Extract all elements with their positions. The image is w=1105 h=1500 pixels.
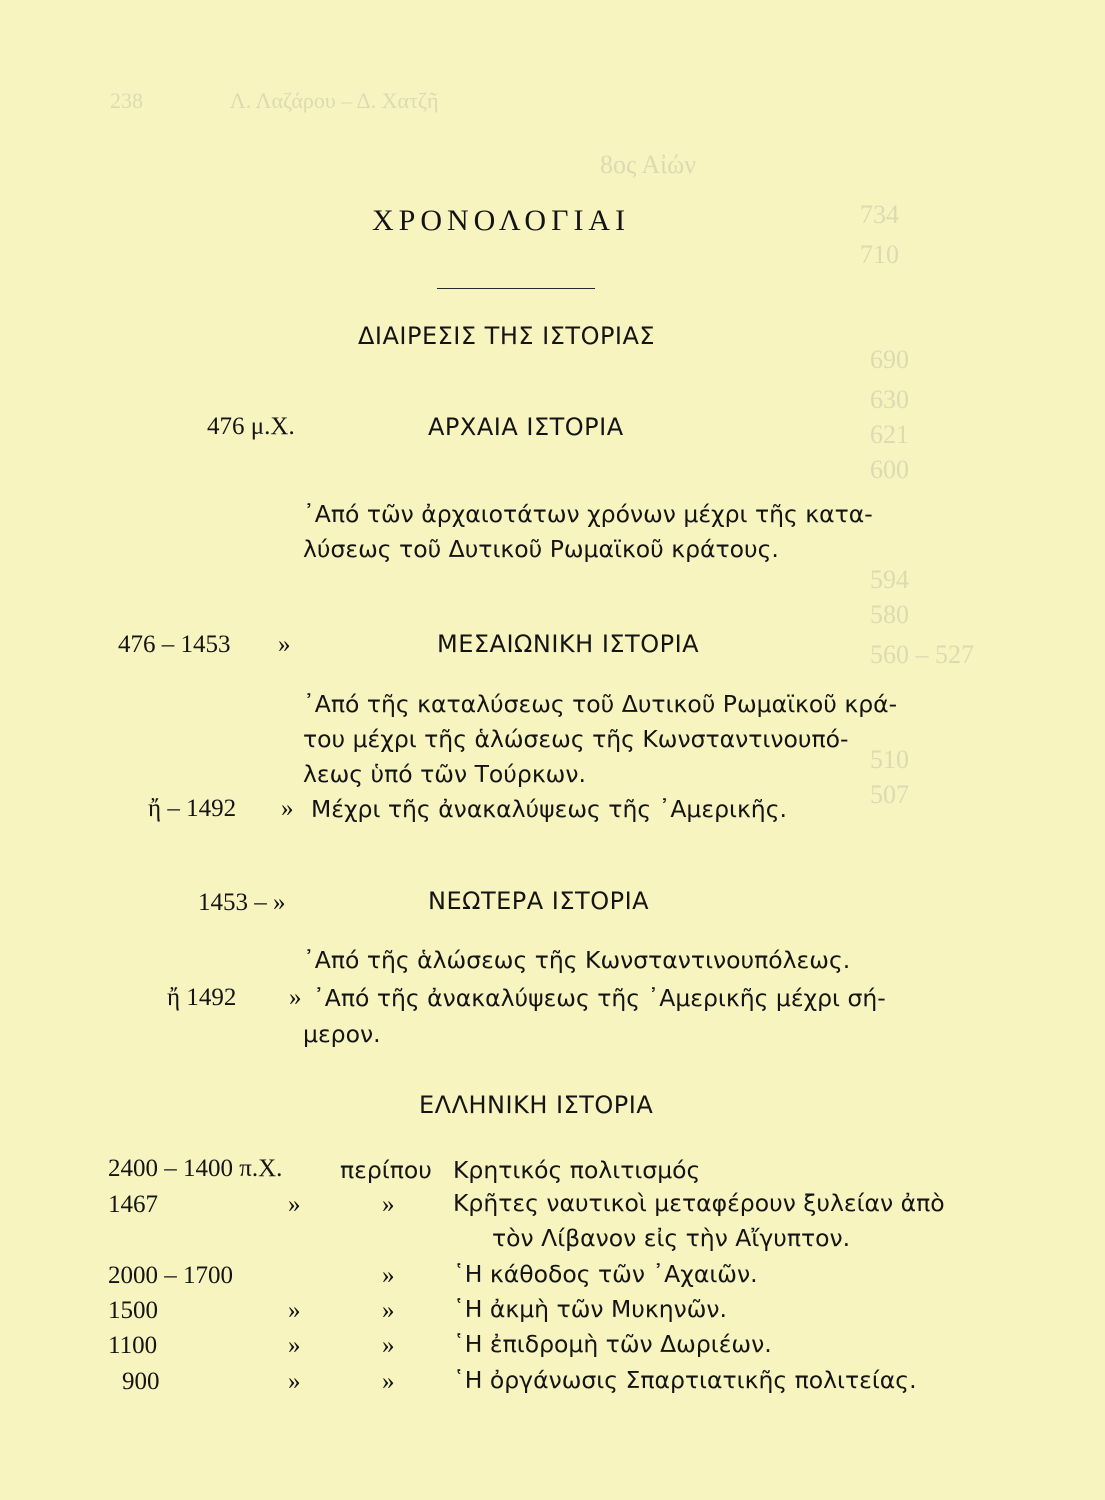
bleed-through-line: 600 [870,455,909,484]
bleed-through-line: 690 [870,345,909,374]
table-row-date: 1500 [108,1297,158,1324]
modern-alt-text-line: ᾿Από τῆς ἀνακαλύψεως τῆς ᾿Αμερικῆς μέχρι σή- [313,984,886,1012]
table-row-mark: » [382,1332,395,1359]
table-row-mark: » [382,1297,395,1324]
table-row-text: ῾Η κάθοδος τῶν ᾿Αχαιῶν. [453,1260,758,1288]
table-row-mark: περίπου [340,1156,432,1184]
bleed-through-line: 507 [870,780,909,809]
table-row-date: 2000 – 1700 [108,1262,233,1289]
table-row-mark: » [288,1332,301,1359]
bleed-through-line: 710 [860,240,899,269]
bleed-through-line: 734 [860,200,899,229]
table-row-date: 900 [122,1368,160,1395]
table-row-text: ῾Η ὀργάνωσις Σπαρτιατικῆς πολιτείας. [453,1366,917,1394]
table-row-date: 1100 [108,1332,158,1359]
greek-heading: ΕΛΛΗΝΙΚΗ ΙΣΤΟΡΙΑ [419,1091,654,1119]
table-row-mark: » [288,1368,301,1395]
bleed-through-line: 560 – 527 [870,640,974,669]
table-row-text: Κρῆτες ναυτικοὶ μεταφέρουν ξυλείαν ἀπὸ [453,1189,945,1217]
medieval-text-line: του μέχρι τῆς ἁλώσεως τῆς Κωνσταντινουπό- [303,725,849,753]
modern-heading: ΝΕΩΤΕΡΑ ΙΣΤΟΡΙΑ [428,887,650,915]
bleed-through-line: 594 [870,565,909,594]
table-row-text: Κρητικός πολιτισμός [453,1156,701,1184]
bleed-through-line: 621 [870,420,909,449]
section-subtitle: ΔΙΑΙΡΕΣΙΣ ΤΗΣ ΙΣΤΟΡΙΑΣ [358,322,656,350]
bleed-through-line: 510 [870,745,909,774]
table-row-date: 2400 – 1400 π.Χ. [108,1155,283,1182]
table-row-text: ῾Η ἐπιδρομὴ τῶν Δωριέων. [453,1330,772,1358]
medieval-alt-date: ἤ – 1492 [148,795,237,822]
bleed-through-header: 238 Λ. Λαζάρου – Δ. Χατζῆ [110,88,439,113]
table-row-date: 1467 [108,1191,158,1218]
table-row-text: τὸν Λίβανον εἰς τὴν Αἴγυπτον. [492,1224,851,1252]
medieval-date: 476 – 1453 [118,631,231,658]
ancient-heading: ΑΡΧΑΙΑ ΙΣΤΟΡΙΑ [428,413,624,441]
medieval-text-line: λεως ὑπό τῶν Τούρκων. [303,760,586,788]
medieval-date-mark: » [278,631,291,658]
bleed-through-line: 630 [870,385,909,414]
table-row-mark: » [382,1368,395,1395]
modern-date: 1453 – » [198,889,286,916]
table-row-mark: » [382,1191,395,1218]
table-row-mark: » [288,1297,301,1324]
page-title: ΧΡΟΝΟΛΟΓΙΑΙ [372,204,631,237]
modern-alt-date: ἤ 1492 [167,984,237,1011]
bleed-through-line: 580 [870,600,909,629]
ancient-date: 476 μ.Χ. [207,413,295,440]
table-row-mark: » [288,1191,301,1218]
ancient-text-line: ᾿Από τῶν ἀρχαιοτάτων χρόνων μέχρι τῆς κατα- [303,500,873,528]
table-row-text: ῾Η ἀκμὴ τῶν Μυκηνῶν. [453,1295,727,1323]
modern-alt-text-line: μερον. [303,1020,381,1048]
medieval-alt-text: Μέχρι τῆς ἀνακαλύψεως τῆς ᾿Αμερικῆς. [311,795,787,823]
medieval-alt-mark: » [281,795,294,822]
table-row-mark: » [382,1262,395,1289]
modern-alt-mark: » [289,984,302,1011]
medieval-heading: ΜΕΣΑΙΩΝΙΚΗ ΙΣΤΟΡΙΑ [437,630,700,658]
medieval-text-line: ᾿Από τῆς καταλύσεως τοῦ Δυτικοῦ Ρωμαϊκοῦ κρά- [303,690,898,718]
modern-text-line: ᾿Από τῆς ἁλώσεως τῆς Κωνσταντινουπόλεως. [303,946,851,974]
ancient-text-line: λύσεως τοῦ Δυτικοῦ Ρωμαϊκοῦ κράτους. [303,535,779,563]
title-divider [437,288,595,289]
bleed-through-line: 8ος Αἰών [600,150,697,179]
